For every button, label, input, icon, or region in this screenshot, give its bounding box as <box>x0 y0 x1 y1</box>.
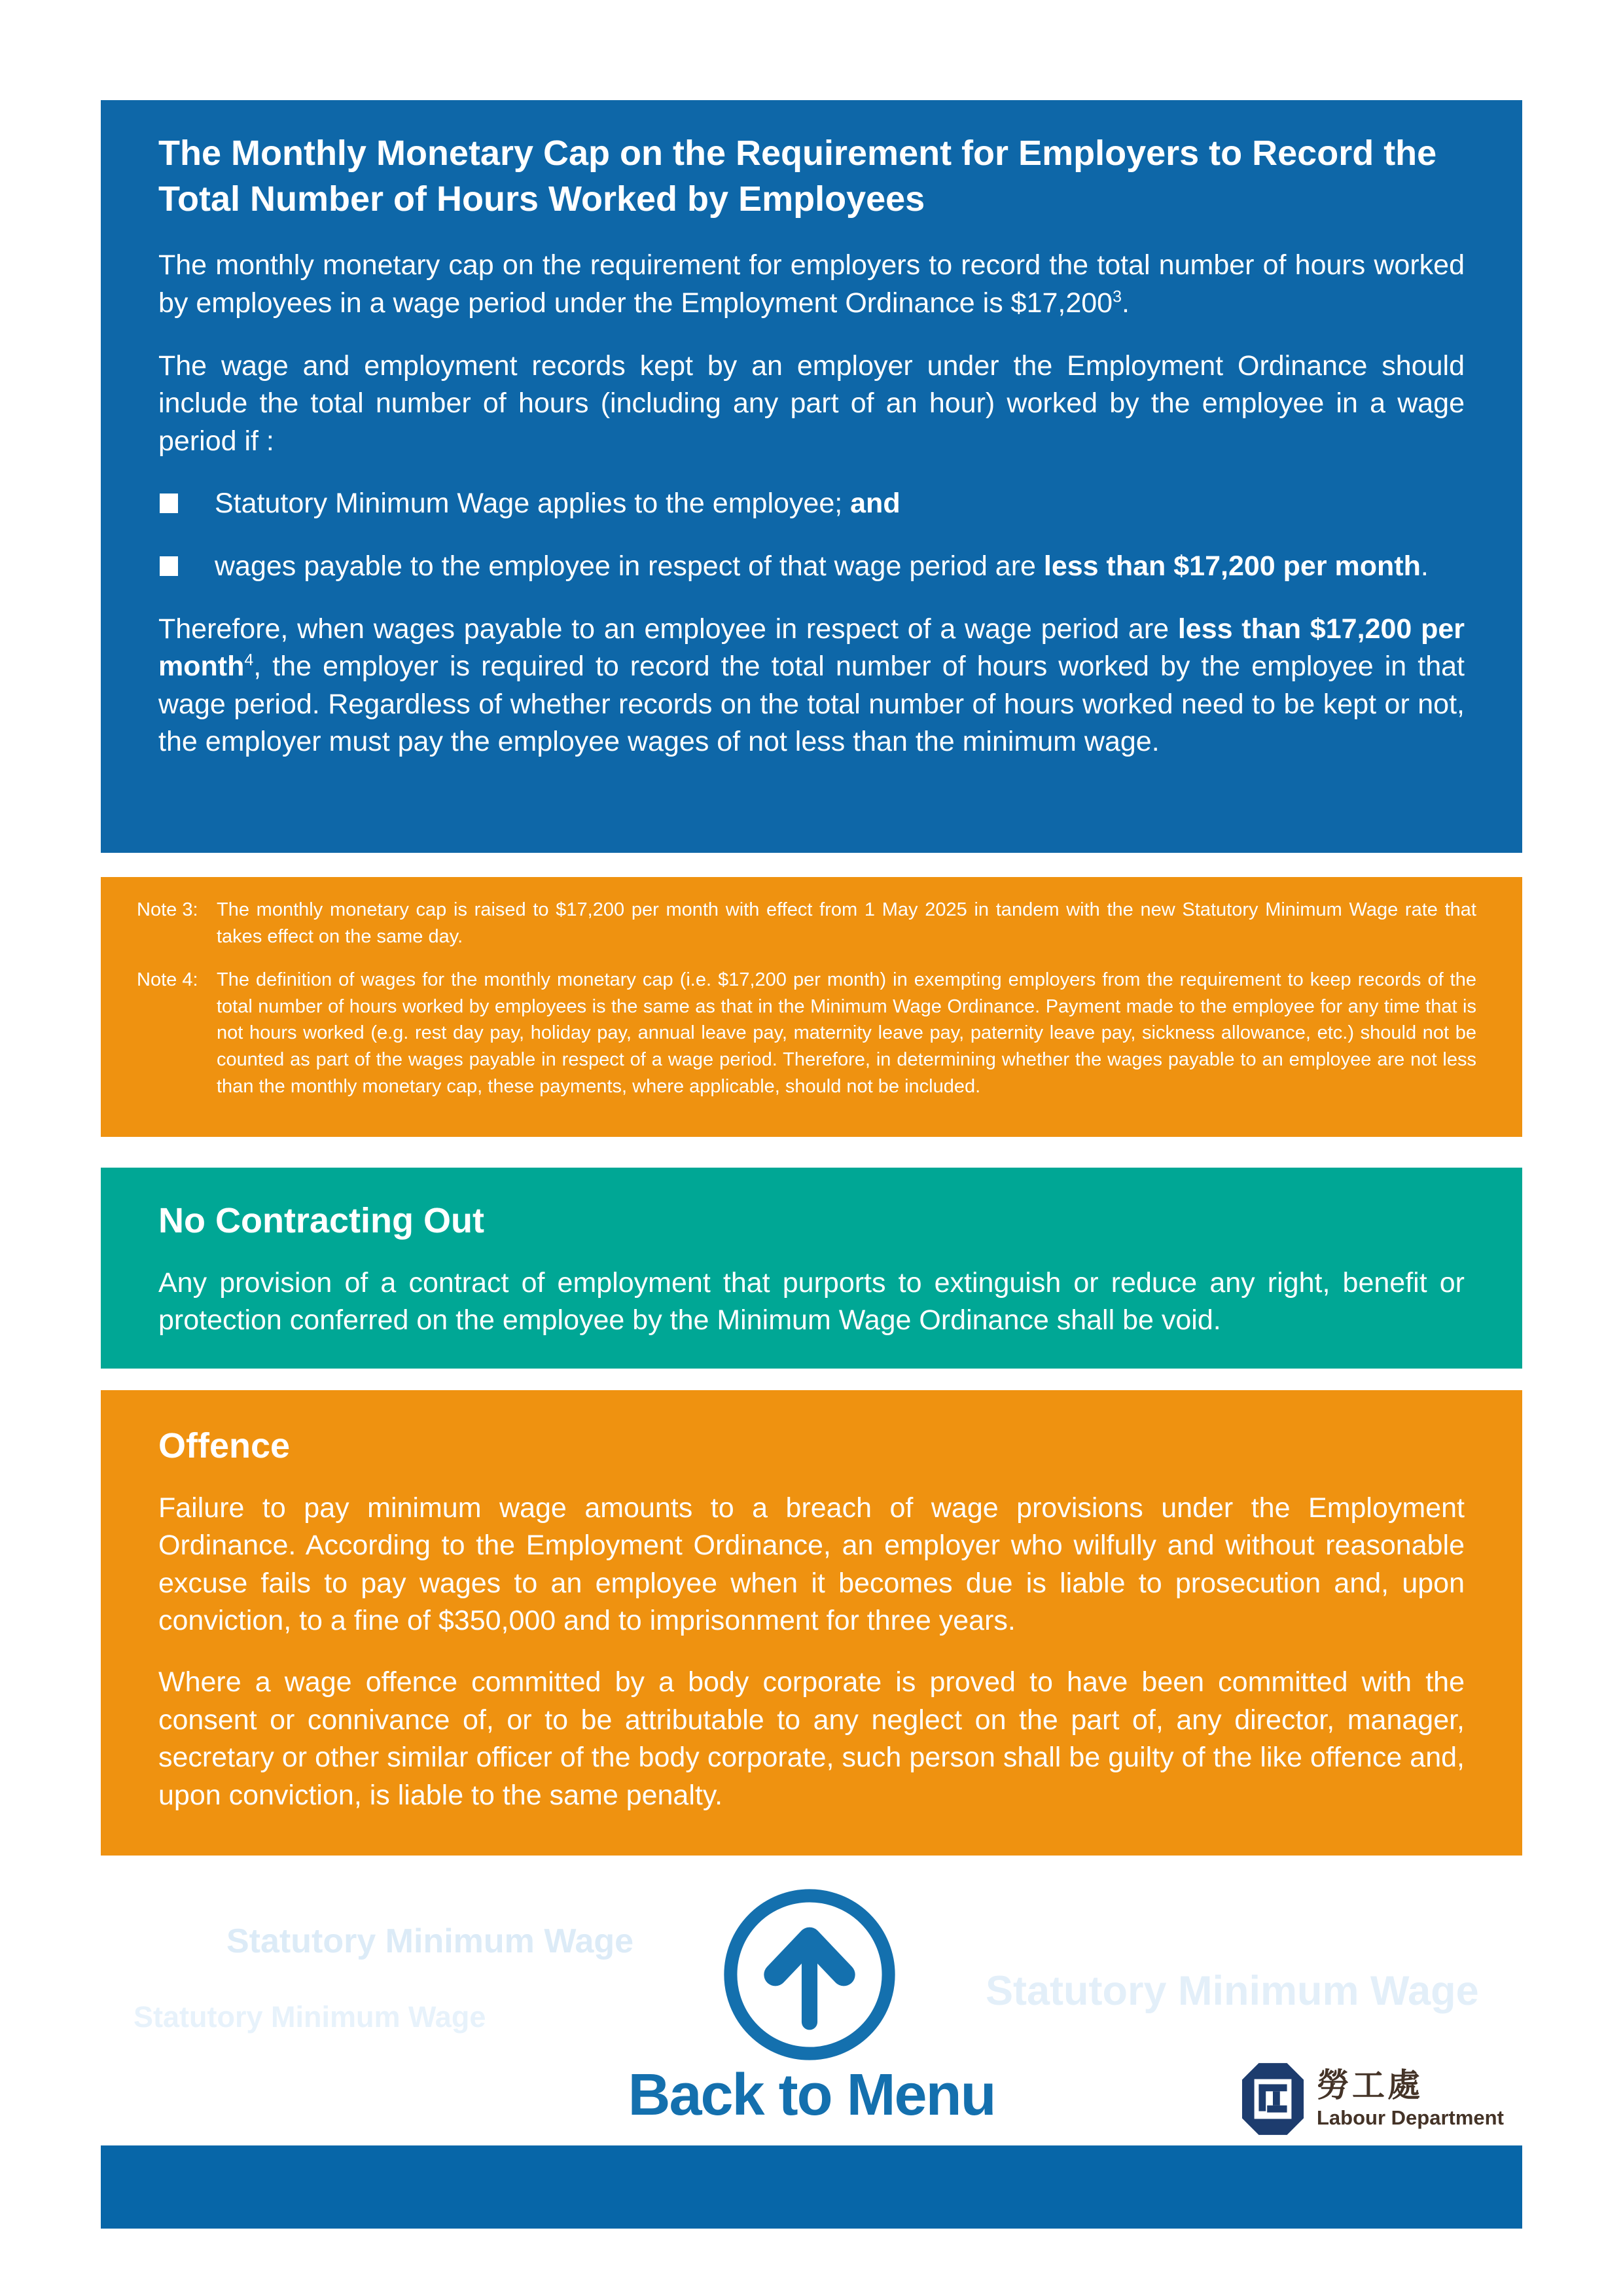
note-4-label: Note 4: <box>137 969 198 991</box>
statutory-minimum-wage-watermark: Statutory Minimum Wage <box>134 2000 486 2034</box>
list-item-smw-applies <box>158 485 1465 523</box>
text-segment: Statutory Minimum Wage applies to the employee; <box>215 488 851 520</box>
text-segment-bold: and <box>850 488 901 520</box>
offence-paragraph-1: Failure to pay minimum wage amounts to a breach of wage provisions under the Employment Ordinance. According to the Employment Ordinance, an employer who wilfully and without reasonable excuse fails to pay wages to an employee when it becomes due is liable to prosecution and, upon conviction, to a fine of $350,000 and to imprisonment for three years. <box>158 1492 1465 1637</box>
offence-paragraph-2: Where a wage offence committed by a body corporate is proved to have been committed with the consent or connivance of, or to be attributable to any neglect on the part of, any director, manager, secretary or other similar officer of the body corporate, such person shall be guilty of the like offence and, upon conviction, is liable to the same penalty. <box>158 1666 1465 1811</box>
back-to-menu-button[interactable]: Back to Menu <box>628 2062 995 2128</box>
list-item-wages-below-cap <box>158 548 1465 586</box>
note-3-text: The monthly monetary cap is raised to $17,200 per month with effect from 1 May 2025 in tandem with the new Statutory Minimum Wage rate that takes effect on the same day. <box>217 899 1476 947</box>
text-segment: The monthly monetary cap on the requirement for employers to record the total number of hours worked by employees in a wage period under the Employment Ordinance is $17,200 <box>158 249 1465 319</box>
no-contracting-out-body: Any provision of a contract of employment that purports to extinguish or reduce any right, benefit or protection conferred on the employee by the Minimum Wage Ordinance shall be void. <box>158 1266 1465 1336</box>
text-segment: Therefore, when wages payable to an employee in respect of a wage period are <box>158 613 1178 645</box>
text-segment-bold: less than $17,200 per month <box>1043 550 1421 583</box>
labour-department-english-name: Labour Department <box>1317 2106 1504 2129</box>
monetary-cap-paragraph-2: The wage and employment records kept by an employer under the Employment Ordinance should include the total number of hours (including any part of an hour) worked by the employee in a wage period if : <box>158 350 1465 457</box>
statutory-minimum-wage-watermark: Statutory Minimum Wage <box>986 1968 1479 2014</box>
offence-section <box>101 1390 1522 1856</box>
labour-department-logo <box>1241 2060 1529 2142</box>
footnote-ref-4: 4 <box>244 651 254 670</box>
statutory-minimum-wage-watermark: Statutory Minimum Wage <box>226 1922 634 1960</box>
note-4-text: The definition of wages for the monthly monetary cap (i.e. $17,200 per month) in exempting employers from the requirement to keep records of the total number of hours worked by employees is the same as that in the Minimum Wage Ordinance. Payment made to the employee for any time that is not hours worked (e.g. rest day pay, holiday pay, annual leave pay, maternity leave pay, paternity leave pay, sickness allowance, etc.) should not be counted as part of the wages payable in respect of a wage period. Therefore, in determining whether the wages payable to an employee are not less than the monthly monetary cap, these payments, where applicable, should not be included. <box>217 969 1476 1097</box>
section-title-no-contracting-out: No Contracting Out <box>158 1201 484 1240</box>
bottom-accent-bar <box>101 2145 1522 2229</box>
labour-department-octagon-icon <box>1241 2062 1305 2136</box>
footnote-ref-3: 3 <box>1113 287 1122 306</box>
monetary-cap-paragraph-3 <box>158 611 1465 761</box>
monthly-monetary-cap-section <box>101 100 1522 853</box>
text-segment: . <box>1420 550 1429 583</box>
section-title-offence: Offence <box>158 1426 291 1465</box>
footnotes-section <box>101 877 1522 1137</box>
square-bullet-icon <box>160 556 178 576</box>
record-conditions-list <box>158 485 1465 585</box>
no-contracting-out-section <box>101 1168 1522 1369</box>
text-segment: wages payable to the employee in respect of that wage period are <box>215 550 1044 583</box>
note-4 <box>137 967 1476 1100</box>
square-bullet-icon <box>160 493 178 513</box>
text-segment-bold: less than $17,200 per month <box>158 613 1465 683</box>
note-3 <box>137 897 1476 950</box>
monetary-cap-paragraph-1 <box>158 247 1465 322</box>
note-3-label: Note 3: <box>137 899 198 920</box>
text-segment: . <box>1121 287 1130 319</box>
text-segment: , the employer is required to record the total number of hours worked by the employee in that wage period. Regardless of whether records on the total number of hours worked need to be kept or not, the employer must pay the employee wages of not less than the minimum wage. <box>158 651 1465 758</box>
back-to-menu-up-arrow-icon[interactable] <box>722 1887 897 2062</box>
labour-department-chinese-name: 勞工處 <box>1317 2067 1423 2104</box>
section-title-monthly-monetary-cap: The Monthly Monetary Cap on the Requirement for Employers to Record the Total Number of Hours Worked by Employees <box>158 134 1437 219</box>
